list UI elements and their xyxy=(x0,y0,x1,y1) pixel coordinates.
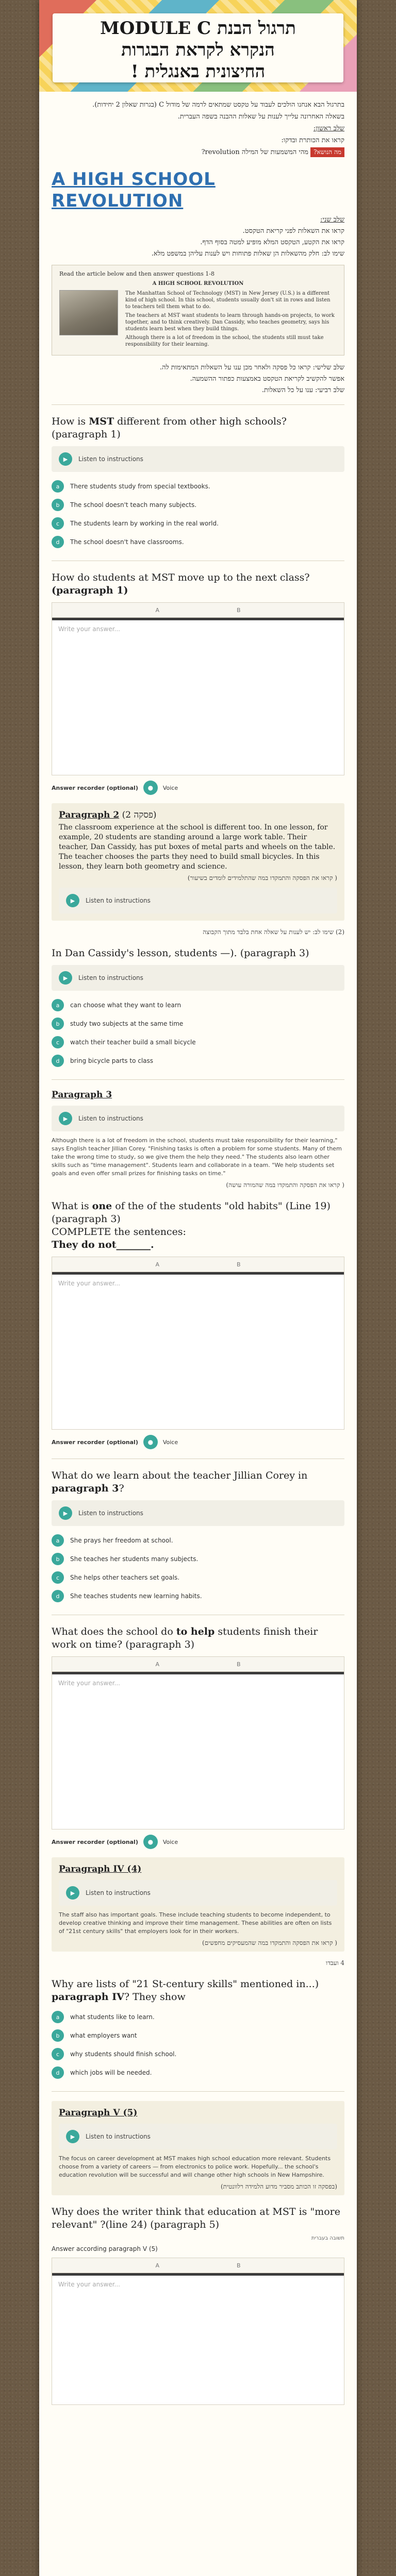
option-letter: d xyxy=(52,1055,64,1067)
question-text: What does the school do xyxy=(52,1626,176,1637)
option-c[interactable] xyxy=(52,2045,344,2063)
question-8 xyxy=(52,2206,344,2405)
option-letter: b xyxy=(52,2029,64,2042)
listen-instructions-button[interactable] xyxy=(52,446,344,472)
font-size-button[interactable]: A xyxy=(155,2262,159,2269)
option-text: why students should finish school. xyxy=(70,2050,177,2058)
question-text: students finish their work on time? (paragraph 3) xyxy=(52,1626,318,1650)
paragraph-label: Paragraph 2 xyxy=(59,810,120,820)
question-emphasis: paragraph IV xyxy=(52,1991,124,2003)
divider xyxy=(52,2091,344,2092)
question-text: COMPLETE the sentences: xyxy=(52,1226,186,1238)
option-letter: a xyxy=(52,1534,64,1547)
question-title xyxy=(52,1469,344,1495)
option-letter: b xyxy=(52,1018,64,1030)
option-text: which jobs will be needed. xyxy=(70,2069,152,2076)
option-letter: d xyxy=(52,2066,64,2079)
question-title xyxy=(52,571,344,597)
header-banner xyxy=(39,0,357,92)
step-line: שלב רביעי: ענו על כל השאלות. xyxy=(261,386,344,394)
intro-line: בשאלה האחרונה עלייך לענות על שאלות ההבנה בשפה העברית. xyxy=(177,113,344,121)
question-text: What is xyxy=(52,1200,92,1212)
page-title xyxy=(62,18,334,82)
editor-toolbar xyxy=(52,603,344,618)
question-text: What do we learn about the teacher Jillian Corey in xyxy=(52,1470,308,1481)
option-a[interactable] xyxy=(52,1531,344,1550)
listen-label: Listen to instructions xyxy=(78,974,143,981)
play-icon[interactable]: ▶ xyxy=(59,971,72,985)
voice-label: Voice xyxy=(162,784,178,791)
paragraph-label: Paragraph 3 xyxy=(52,1090,112,1100)
option-text: The school doesn't have classrooms. xyxy=(70,538,184,546)
question-note: (2) שימו לב: יש לענות על שאלה אחת בלבד מתוך הקבוצה xyxy=(203,928,344,936)
option-letter: c xyxy=(52,1571,64,1584)
option-b[interactable] xyxy=(52,2026,344,2045)
step-line: שלב שלישי: קראו כל פסקה ולאחר מכן ענו על השאלות המתאימות לה. xyxy=(159,364,344,371)
option-text: The students learn by working in the real world. xyxy=(70,520,219,527)
recorder-label: Answer recorder (optional) xyxy=(52,784,138,791)
title-line-3: החיצונית באנגלית ! xyxy=(130,61,266,82)
intro-question: מהי המשמעות של המילה revolution? xyxy=(201,148,309,156)
editor-toolbar xyxy=(52,1657,344,1672)
paragraph-4 xyxy=(52,1857,344,1952)
answer-textarea[interactable]: Write your answer... xyxy=(58,1280,120,1287)
answer-options xyxy=(52,477,344,551)
editor-toolbar xyxy=(52,2258,344,2273)
option-a[interactable] xyxy=(52,2008,344,2026)
option-b[interactable] xyxy=(52,496,344,514)
title-line-2: הנקרא לקראת הבגרות xyxy=(121,40,275,60)
answer-editor[interactable] xyxy=(52,1257,344,1430)
listen-label: Listen to instructions xyxy=(78,1510,143,1517)
question-note: 4 ועבדו xyxy=(326,1959,344,1967)
question-text: different from other high schools? (paragraph 1) xyxy=(52,416,287,440)
option-text: what students like to learn. xyxy=(70,2013,155,2021)
paragraph-text: The classroom experience at the school is different too. In one lesson, for example, 20 students are standing around a large work table. Their teacher, Dan Cassidy, has put boxes of metal parts and wheels on the table. The teacher chooses the parts they need to build small bicycles. In this lesson, they learn both geometry and science. xyxy=(59,823,336,871)
article-title-line-2: REVOLUTION xyxy=(52,191,184,211)
option-letter: d xyxy=(52,536,64,548)
listen-instructions-button[interactable] xyxy=(59,1880,337,1906)
microphone-icon[interactable]: ● xyxy=(143,1835,158,1849)
question-emphasis: to help xyxy=(176,1626,215,1637)
paragraph-3 xyxy=(52,1089,344,1190)
listen-label: Listen to instructions xyxy=(78,455,143,463)
answer-label: Answer according paragraph V (5) xyxy=(52,2245,158,2252)
answer-language-note: תשובה בעברית xyxy=(311,2235,344,2241)
paragraph-heading xyxy=(52,1089,344,1100)
option-letter: b xyxy=(52,1553,64,1565)
font-size-button[interactable]: A xyxy=(155,1261,159,1268)
question-5 xyxy=(52,1469,344,1605)
step-three-instructions xyxy=(52,363,344,395)
bold-button[interactable]: B xyxy=(236,2262,241,2269)
recorder-label: Answer recorder (optional) xyxy=(52,1838,138,1845)
option-text: bring bicycle parts to class xyxy=(70,1057,154,1064)
scan-paragraph: The teachers at MST want students to learn through hands-on projects, to work together, and to think creatively. Dan Cassidy, who teaches geometry, says his students learn best when they build things. xyxy=(125,313,335,332)
paragraph-label: Paragraph V (5) xyxy=(59,2108,138,2118)
option-letter: a xyxy=(52,480,64,493)
paragraph-hint: ( קראו את הפסקה והתמקדו במה שהמעסיקים מחפשים) xyxy=(202,1939,337,1946)
option-text: The school doesn't teach many subjects. xyxy=(70,501,197,509)
option-text: study two subjects at the same time xyxy=(70,1020,184,1027)
option-text: watch their teacher build a small bicycle xyxy=(70,1039,196,1046)
option-c[interactable] xyxy=(52,514,344,533)
paragraph-label: Paragraph IV (4) xyxy=(59,1864,142,1874)
step-line: אפשר להקשיב לקריאת הטקסט באמצעות כפתור ההשמעה. xyxy=(190,375,344,383)
intro-line: בתרגול הבא אנחנו הולכים לעבוד על טקסט שמתאים לרמה של מודול C (בגרות שאלון 2 יחידות). xyxy=(92,101,344,109)
question-6 xyxy=(52,1625,344,1849)
listen-instructions-button[interactable] xyxy=(59,2124,337,2149)
answer-recorder xyxy=(52,1835,344,1849)
bold-button[interactable]: B xyxy=(236,1261,241,1268)
scan-heading: Read the article below and then answer questions 1-8 xyxy=(59,270,214,277)
option-b[interactable] xyxy=(52,1014,344,1033)
option-text: She teaches her students many subjects. xyxy=(70,1555,199,1563)
listen-label: Listen to instructions xyxy=(78,1115,143,1122)
step-line: קראו את השאלות לפני קריאת הטקסט. xyxy=(242,227,344,235)
listen-instructions-button[interactable] xyxy=(52,1500,344,1526)
option-d[interactable] xyxy=(52,533,344,551)
header-card xyxy=(53,13,343,82)
intro-instructions xyxy=(52,92,344,157)
option-text: can choose what they want to learn xyxy=(70,1002,182,1009)
play-icon[interactable]: ▶ xyxy=(66,2130,79,2143)
answer-editor[interactable] xyxy=(52,2258,344,2405)
question-emphasis: paragraph 3 xyxy=(52,1483,119,1494)
question-text: Why are lists of "21 St-century skills" mentioned in...) xyxy=(52,1978,319,1990)
answer-recorder xyxy=(52,1435,344,1449)
paragraph-text: Although there is a lot of freedom in the school, students must take responsibility for their learning," says English teacher Jillian Corey. "Finishing tasks is often a problem for some students. Many of them take the wrong time to study, so we give them the help they need." The students also learn other skills such as "time management". Students learn and collaborate in a team. "We help students set goals and even offer small prizes for finishing tasks on time." xyxy=(52,1137,342,1177)
question-emphasis: MST xyxy=(89,416,114,427)
font-size-button[interactable]: A xyxy=(155,1660,159,1668)
question-emphasis: one xyxy=(92,1200,112,1212)
paragraph-heading xyxy=(59,1863,337,1875)
option-letter: a xyxy=(52,2011,64,2023)
option-d[interactable] xyxy=(52,1587,344,1605)
option-letter: a xyxy=(52,999,64,1011)
question-emphasis: (paragraph 1) xyxy=(52,585,128,596)
option-d[interactable] xyxy=(52,1052,344,1070)
option-letter: c xyxy=(52,2048,64,2060)
question-text: ? xyxy=(119,1483,124,1494)
scanned-article xyxy=(52,265,344,355)
listen-label: Listen to instructions xyxy=(86,2133,151,2140)
play-icon[interactable]: ▶ xyxy=(59,1112,72,1125)
answer-options xyxy=(52,1531,344,1605)
voice-label: Voice xyxy=(162,1838,178,1845)
font-size-button[interactable]: A xyxy=(155,606,159,614)
paragraph-2 xyxy=(52,803,344,921)
bold-button[interactable]: B xyxy=(236,1660,241,1668)
paragraph-text: The staff also has important goals. These include teaching students to become independent, to develop creative thinking and improve their time management. These abilities are often on lists of "21st century skills" that employers look for in their workers. xyxy=(59,1911,332,1935)
option-text: what employers want xyxy=(70,2032,137,2039)
question-1 xyxy=(52,415,344,551)
intro-step-heading: שלב ראשון: xyxy=(313,125,344,132)
option-text: She helps other teachers set goals. xyxy=(70,1574,180,1581)
paragraph-label-hebrew: (פסקה 2) xyxy=(122,810,157,820)
option-a[interactable] xyxy=(52,996,344,1014)
microphone-icon[interactable]: ● xyxy=(143,1435,158,1449)
worksheet-page xyxy=(39,0,357,2576)
play-icon[interactable]: ▶ xyxy=(66,894,79,907)
intro-line xyxy=(52,147,344,157)
listen-instructions-button[interactable] xyxy=(59,888,337,913)
question-text: How do students at MST move up to the next class? xyxy=(52,572,310,583)
question-emphasis: They do not_______. xyxy=(52,1239,154,1250)
question-text: of the of the students "old habits" (Line 19) (paragraph 3) xyxy=(52,1200,331,1225)
play-icon[interactable]: ▶ xyxy=(59,452,72,466)
scan-title: A HIGH SCHOOL REVOLUTION xyxy=(152,281,244,286)
question-title: In Dan Cassidy's lesson, students —). (paragraph 3) xyxy=(52,947,309,959)
option-a[interactable] xyxy=(52,477,344,496)
option-text: She teaches students new learning habits. xyxy=(70,1592,202,1600)
listen-instructions-button[interactable] xyxy=(52,965,344,991)
title-line-1: תרגול הבנת MODULE C xyxy=(100,18,296,39)
question-7 xyxy=(52,1959,344,2082)
editor-toolbar xyxy=(52,1257,344,1272)
answer-textarea[interactable]: Write your answer... xyxy=(58,625,120,633)
article-title xyxy=(52,168,344,212)
option-letter: c xyxy=(52,517,64,530)
topic-tag: מה הנושא? xyxy=(310,147,344,157)
option-text: She prays her freedom at school. xyxy=(70,1537,173,1544)
answer-textarea[interactable]: Write your answer... xyxy=(58,2281,120,2288)
article-title-line-1: A HIGH SCHOOL xyxy=(52,169,216,190)
step-line: קראו את הקטע, הטקסט המלא מופיע למטה בסוף הדף. xyxy=(200,239,344,246)
paragraph-5 xyxy=(52,2101,344,2195)
question-title xyxy=(52,1978,344,2004)
divider xyxy=(52,404,344,405)
question-3 xyxy=(52,928,344,1070)
listen-instructions-button[interactable] xyxy=(52,1106,344,1131)
answer-recorder xyxy=(52,781,344,795)
question-title xyxy=(52,415,344,441)
question-text: ? They show xyxy=(124,1991,186,2003)
play-icon[interactable]: ▶ xyxy=(66,1886,79,1900)
step-line: שימו לב: חלק מהשאלות הן שאלות פתוחות ויש לענות עליהן במשפט מלא. xyxy=(151,250,344,258)
option-d[interactable] xyxy=(52,2063,344,2082)
paragraph-heading xyxy=(59,809,337,821)
option-letter: b xyxy=(52,499,64,511)
scan-paragraph: The Manhattan School of Technology (MST) in New Jersey (U.S.) is a different kind of high school. In this school, students usually don't sit in rows and listen to teachers tell them what to do. xyxy=(125,291,331,310)
microphone-icon[interactable]: ● xyxy=(143,781,158,795)
paragraph-hint: ( קראו את הפסקה והתמקדו במה שהמורה עושה) xyxy=(226,1181,344,1189)
bold-button[interactable]: B xyxy=(236,606,241,614)
answer-editor[interactable] xyxy=(52,1656,344,1829)
question-4 xyxy=(52,1200,344,1449)
answer-editor[interactable] xyxy=(52,602,344,775)
option-letter: d xyxy=(52,1590,64,1602)
scan-paragraph: Although there is a lot of freedom in the school, the students still must take responsibility for their learning. xyxy=(125,335,324,347)
listen-label: Listen to instructions xyxy=(86,897,151,904)
voice-label: Voice xyxy=(162,1438,178,1446)
answer-textarea[interactable]: Write your answer... xyxy=(58,1680,120,1687)
article-photo xyxy=(59,290,118,335)
listen-label: Listen to instructions xyxy=(86,1889,151,1896)
step-heading: שלב שני: xyxy=(320,216,344,224)
answer-options xyxy=(52,996,344,1070)
option-letter: c xyxy=(52,1036,64,1048)
recorder-label: Answer recorder (optional) xyxy=(52,1438,138,1446)
paragraph-text: The focus on career development at MST makes high school education more relevant. Students choose from a variety of careers — from electronics to police work. Hopefully... the school's education revolution will be successful and will change other high schools in New Hampshire. xyxy=(59,2155,331,2178)
paragraph-hint: (בפסקה זו הכותב מסביר מדוע הלמידה רלוונטית) xyxy=(220,2183,337,2190)
answer-options xyxy=(52,2008,344,2082)
option-c[interactable] xyxy=(52,1033,344,1052)
play-icon[interactable]: ▶ xyxy=(59,1506,72,1520)
option-text: There students study from special textbooks. xyxy=(70,483,210,490)
step-two-instructions xyxy=(52,215,344,259)
question-title xyxy=(52,1625,344,1651)
paragraph-hint: ( קראו את הפסקה והתמקדו במה שהתלמידים לומדים בשיעור) xyxy=(187,874,337,882)
paragraph-heading xyxy=(59,2107,337,2119)
option-c[interactable] xyxy=(52,1568,344,1587)
option-b[interactable] xyxy=(52,1550,344,1568)
question-title: Why does the writer think that education at MST is "more relevant" ?(line 24) (paragraph 5) xyxy=(52,2206,340,2230)
question-2 xyxy=(52,571,344,795)
intro-line: קראו את הכותרת ובדקו: xyxy=(281,137,344,144)
question-text: How is xyxy=(52,416,89,427)
divider xyxy=(52,1079,344,1080)
question-title xyxy=(52,1200,344,1251)
